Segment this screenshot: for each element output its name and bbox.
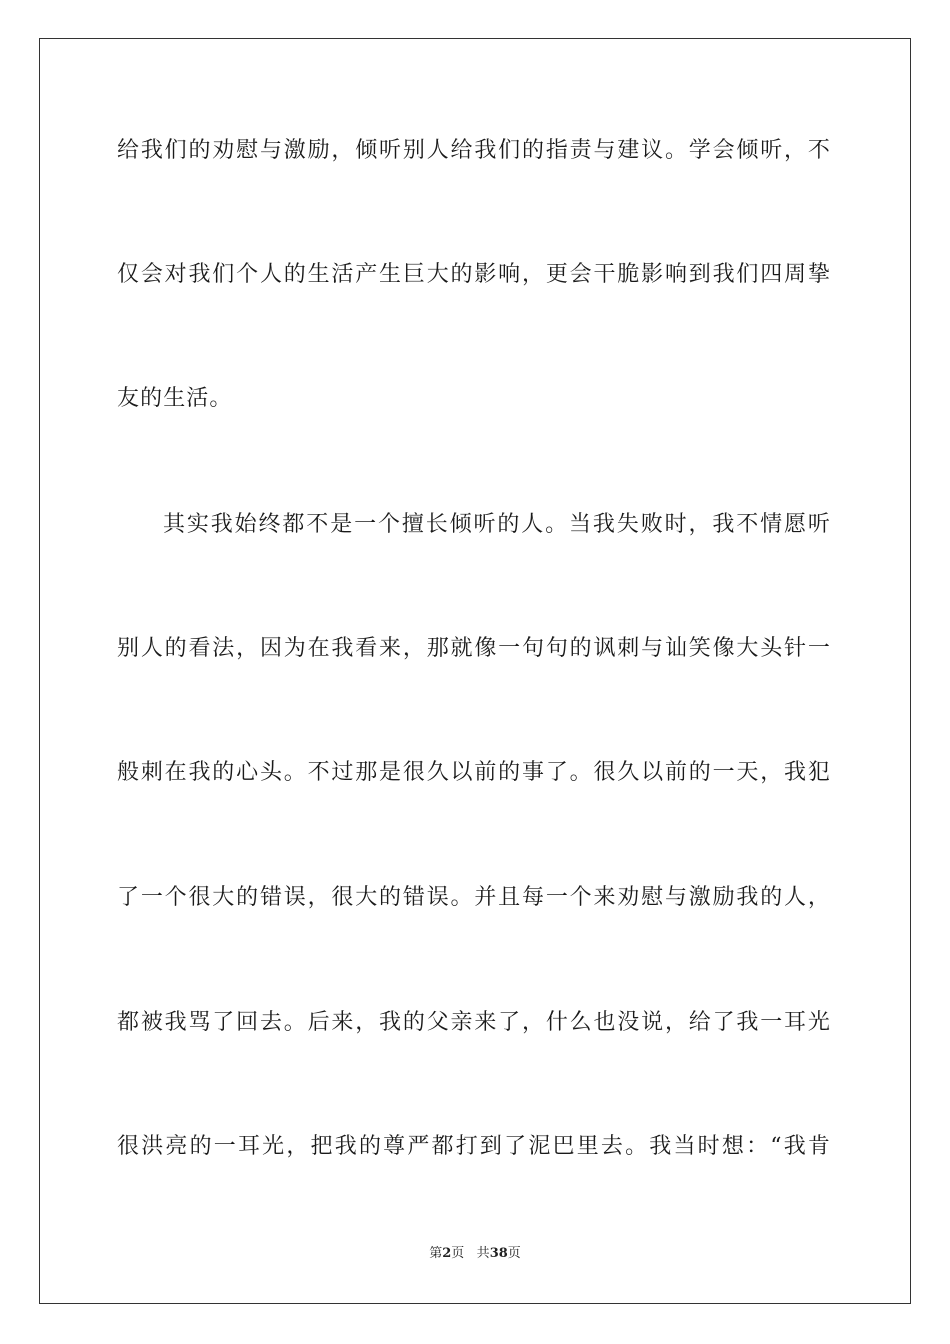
total-label-prefix: 共 <box>476 1246 490 1261</box>
total-label-suffix: 页 <box>507 1246 521 1261</box>
text-line-6: 般刺在我的心头。不过那是很久以前的事了。很久以前的一天，我犯 <box>117 760 831 785</box>
text-line-8: 都被我骂了回去。后来，我的父亲来了，什么也没说，给了我一耳光 <box>117 1010 831 1035</box>
text-line-2: 仅会对我们个人的生活产生巨大的影响，更会干脆影响到我们四周挚 <box>117 262 831 287</box>
text-line-3: 友的生活。 <box>117 386 233 411</box>
page-label-prefix: 第 <box>429 1246 443 1261</box>
text-line-9: 很洪亮的一耳光，把我的尊严都打到了泥巴里去。我当时想：“我肯 <box>117 1134 831 1159</box>
text-line-1: 给我们的劝慰与激励，倾听别人给我们的指责与建议。学会倾听，不 <box>117 138 831 163</box>
page-footer <box>0 1245 950 1263</box>
text-line-5: 别人的看法，因为在我看来，那就像一句句的讽刺与讪笑像大头针一 <box>117 636 831 661</box>
text-line-7: 了一个很大的错误，很大的错误。并且每一个来劝慰与激励我的人， <box>117 885 831 910</box>
total-pages: 38 <box>489 1246 508 1261</box>
text-line-4-paragraph-start: 其实我始终都不是一个擅长倾听的人。当我失败时，我不情愿听 <box>163 512 831 537</box>
page-label-suffix: 页 <box>451 1246 465 1261</box>
page-border <box>39 38 911 1304</box>
page-number: 2 <box>442 1246 452 1261</box>
